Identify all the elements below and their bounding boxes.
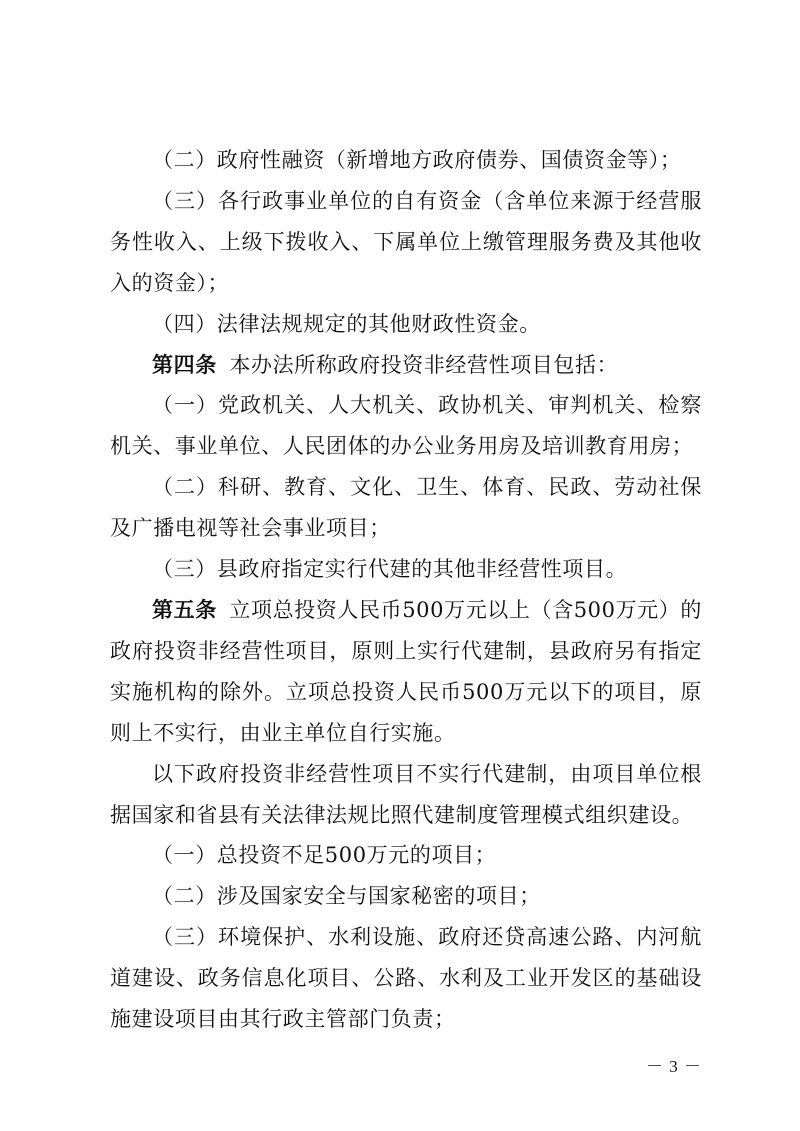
paragraph-text: （四）法律法规规定的其他财政性资金。 [152,311,541,336]
paragraph-7 [110,549,702,590]
paragraph-6 [110,467,702,549]
article-heading: 第五条 [152,597,217,622]
paragraph-text: （三）各行政事业单位的自有资金（含单位来源于经营服务性收入、上级下拨收入、下属单位上缴管理服务费及其他收入的资金）； [110,188,702,295]
paragraph-text: （二）涉及国家安全与国家秘密的项目； [152,884,541,909]
paragraph-text: （三）县政府指定实行代建的其他非经营性项目。 [152,557,628,582]
paragraph-12 [110,917,702,1040]
paragraph-text: 立项总投资人民币500万元以上（含500万元）的政府投资非经营性项目，原则上实行代建制，县政府另有指定实施机构的除外。立项总投资人民币500万元以下的项目，原则上不实行，由业主单位自行实施。 [110,597,702,745]
paragraph-9 [110,754,702,836]
paragraph-2 [110,181,702,304]
paragraph-11 [110,876,702,917]
paragraph-3 [110,304,702,345]
article-5 [110,590,702,754]
article-4 [110,345,702,386]
article-heading: 第四条 [152,352,217,377]
paragraph-text: （一）总投资不足500万元的项目； [152,843,497,868]
paragraph-text: 以下政府投资非经营性项目不实行代建制，由项目单位根据国家和省县有关法律法规比照代建制度管理模式组织建设。 [110,761,702,827]
paragraph-text: （三）环境保护、水利设施、政府还贷高速公路、内河航道建设、政务信息化项目、公路、水利及工业开发区的基础设施建设项目由其行政主管部门负责； [110,925,702,1032]
paragraph-text: （一）党政机关、人大机关、政协机关、审判机关、检察机关、事业单位、人民团体的办公业务用房及培训教育用房； [110,393,702,459]
paragraph-text: （二）科研、教育、文化、卫生、体育、民政、劳动社保及广播电视等社会事业项目； [110,475,702,541]
paragraph-5 [110,385,702,467]
paragraph-1 [110,140,702,181]
paragraph-text: 本办法所称政府投资非经营性项目包括： [229,352,619,377]
document-body [110,140,702,1040]
paragraph-text: （二）政府性融资（新增地方政府债券、国债资金等）； [152,148,682,172]
paragraph-10 [110,835,702,876]
page-number: － 3 － [646,1057,702,1076]
